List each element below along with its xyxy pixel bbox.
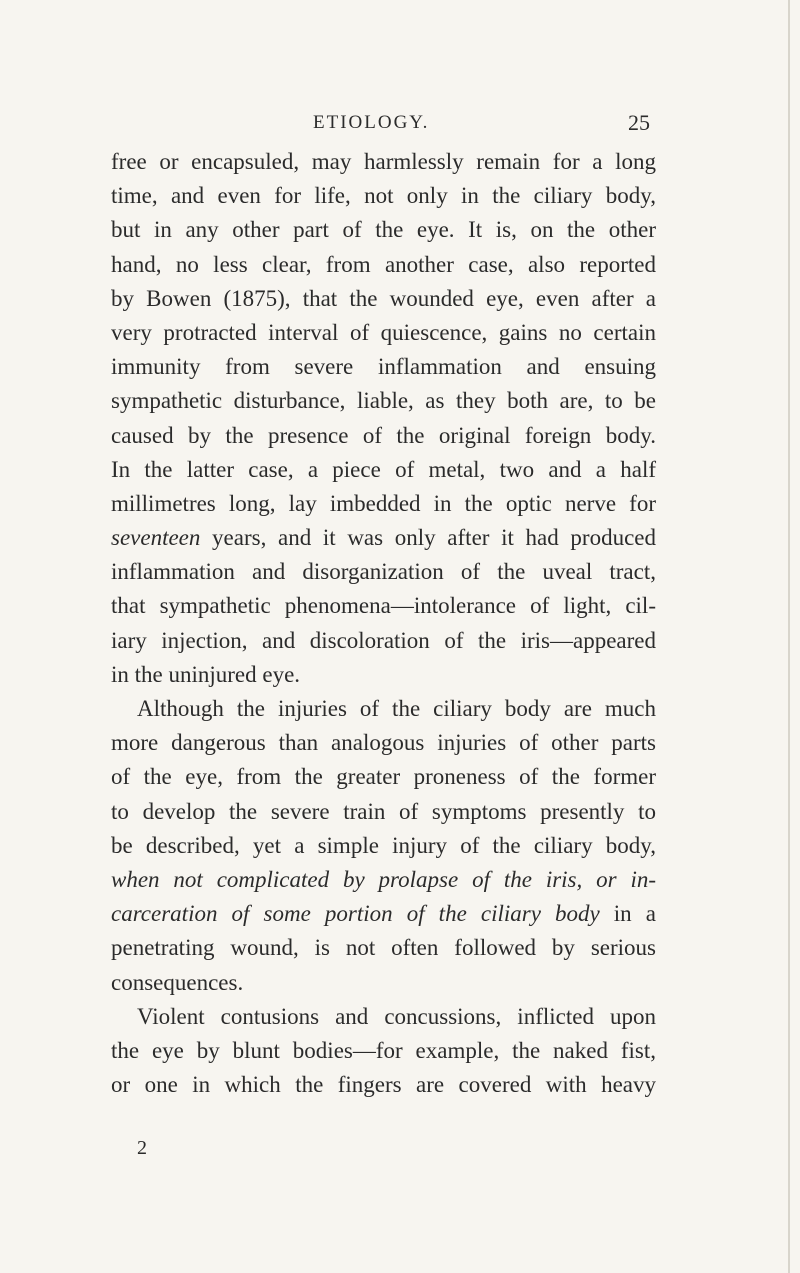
text-line-paragraph-end: in the uninjured eye. <box>111 661 301 687</box>
text-line: the eye by blunt bodies—for example, the naked fist, <box>111 1037 656 1063</box>
running-head <box>0 112 800 138</box>
text-line: to develop the severe train of symptoms presently to <box>111 798 656 824</box>
text-line-paragraph-end: consequences. <box>111 969 244 995</box>
text-line-paragraph-start: Violent contusions and concussions, inflicted upon <box>137 1003 656 1029</box>
text-line: inflammation and disorganization of the uveal tract, <box>111 559 656 585</box>
line-rest: years, and it was only after it had produced <box>200 525 656 551</box>
text-line: iary injection, and discoloration of the iris—appeared <box>111 627 656 653</box>
body-text <box>111 145 656 1102</box>
page-edge-divider <box>788 0 790 1273</box>
text-line-italic-start <box>111 521 656 555</box>
line-rest: in a <box>599 901 656 927</box>
page-number: 25 <box>628 110 650 135</box>
running-title: ETIOLOGY. <box>313 112 430 133</box>
text-line: time, and even for life, not only in the ciliary body, <box>111 183 656 209</box>
text-line: caused by the presence of the original foreign body. <box>111 422 656 448</box>
text-line: free or encapsuled, may harmlessly remain for a long <box>111 149 656 174</box>
text-line: of the eye, from the greater proneness of the former <box>111 764 656 790</box>
text-line: that sympathetic phenomena—intolerance of light, cil- <box>111 593 656 619</box>
text-line: hand, no less clear, from another case, also reported <box>111 251 656 277</box>
text-line-italic: when not complicated by prolapse of the iris, or in- <box>111 866 656 892</box>
text-line: be described, yet a simple injury of the ciliary body, <box>111 832 656 858</box>
italic-word: seventeen <box>111 525 201 551</box>
text-line: or one in which the fingers are covered with heavy <box>111 1072 656 1098</box>
text-line: but in any other part of the eye. It is, on the other <box>111 217 656 243</box>
text-line: more dangerous than analogous injuries of other parts <box>111 730 656 756</box>
italic-phrase: carceration of some portion of the ciliary body <box>111 901 600 927</box>
text-line: very protracted interval of quiescence, gains no certain <box>111 319 656 345</box>
text-line: immunity from severe inflammation and ensuing <box>111 354 656 380</box>
text-line: by Bowen (1875), that the wounded eye, even after a <box>111 285 656 311</box>
text-line: In the latter case, a piece of metal, two and a half <box>111 456 656 482</box>
text-line: penetrating wound, is not often followed by serious <box>111 935 656 961</box>
text-line: sympathetic disturbance, liable, as they both are, to be <box>111 388 656 414</box>
text-line: millimetres long, lay imbedded in the optic nerve for <box>111 490 656 516</box>
text-line-paragraph-start: Although the injuries of the ciliary body are much <box>137 696 656 721</box>
signature-mark: 2 <box>137 1137 147 1159</box>
text-line-italic-start <box>111 897 656 931</box>
